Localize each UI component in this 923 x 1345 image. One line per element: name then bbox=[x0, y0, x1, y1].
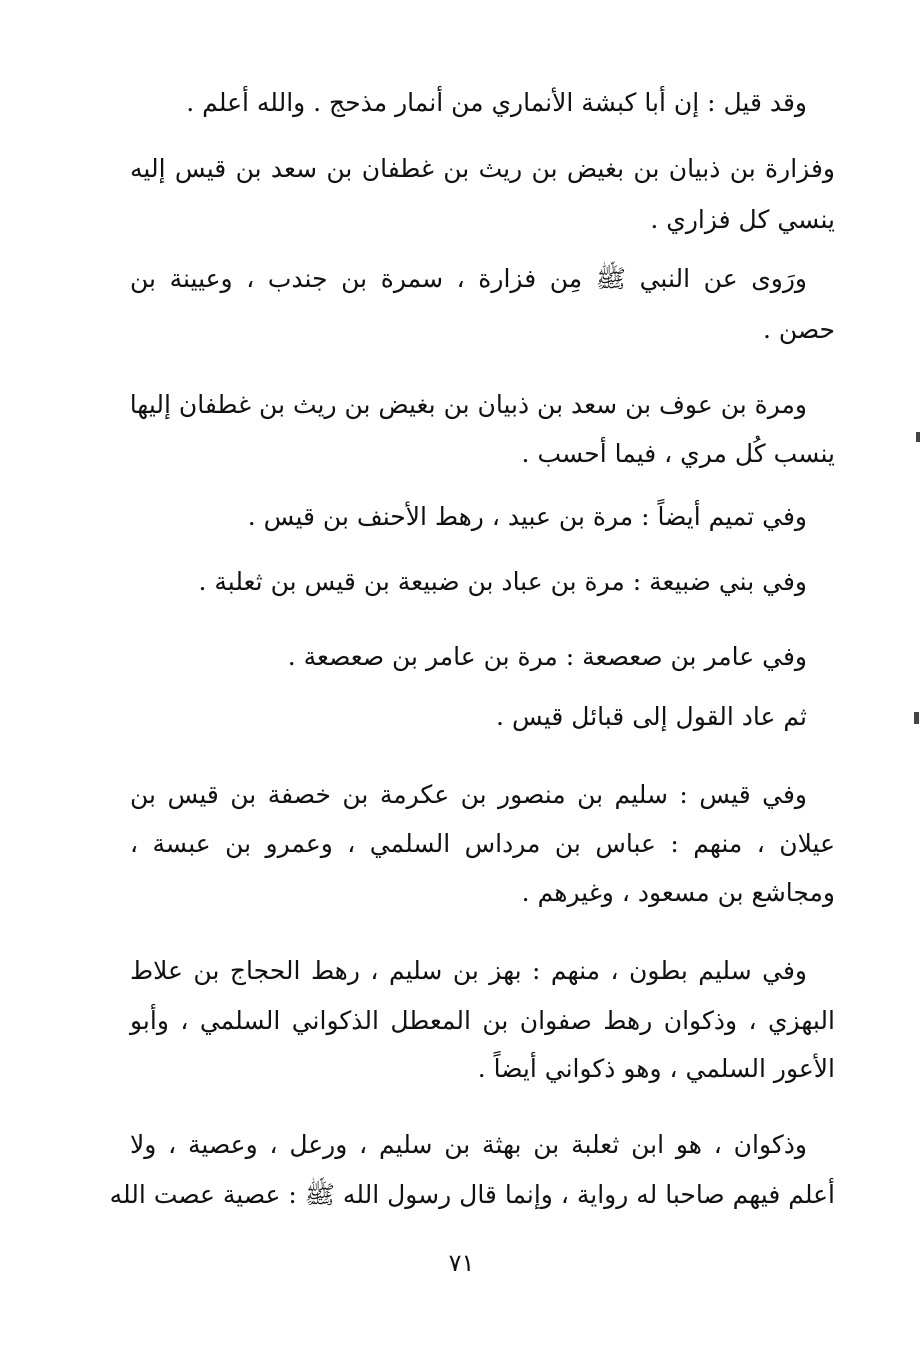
page-number: ٧١ bbox=[448, 1249, 475, 1277]
text-line-19: أعلم فيهم صاحبا له رواية ، وإنما قال رسول الله ﷺ : عصية عصت الله bbox=[109, 1180, 835, 1209]
text-line-8: وفي تميم أيضاً : مرة بن عبيد ، رهط الأحنف بن قيس . bbox=[247, 502, 807, 531]
text-line-16: البهزي ، وذكوان رهط صفوان بن المعطل الذكواني السلمي ، وأبو bbox=[130, 1006, 835, 1035]
text-line-17: الأعور السلمي ، وهو ذكواني أيضاً . bbox=[477, 1054, 835, 1083]
text-line-9: وفي بني ضبيعة : مرة بن عباد بن ضبيعة بن قيس بن ثعلبة . bbox=[198, 567, 807, 596]
text-line-11: ثم عاد القول إلى قبائل قيس . bbox=[496, 702, 807, 731]
text-line-14: ومجاشع بن مسعود ، وغيرهم . bbox=[521, 878, 835, 907]
text-line-15: وفي سليم بطون ، منهم : بهز بن سليم ، رهط الحجاج بن علاط bbox=[130, 956, 807, 985]
text-line-18: وذكوان ، هو ابن ثعلبة بن بهثة بن سليم ، ورعل ، وعصية ، ولا bbox=[130, 1130, 807, 1159]
text-line-10: وفي عامر بن صعصعة : مرة بن عامر بن صعصعة . bbox=[287, 642, 807, 671]
text-line-7: ينسب كُل مري ، فيما أحسب . bbox=[521, 439, 835, 468]
text-line-3: ينسي كل فزاري . bbox=[650, 205, 835, 234]
text-line-12: وفي قيس : سليم بن منصور بن عكرمة بن خصفة بن قيس بن bbox=[130, 780, 807, 809]
text-line-6: ومرة بن عوف بن سعد بن ذبيان بن بغيض بن ريث بن غطفان إليها bbox=[129, 390, 807, 419]
margin-mark bbox=[916, 432, 920, 442]
text-line-13: عيلان ، منهم : عباس بن مرداس السلمي ، وعمرو بن عبسة ، bbox=[130, 829, 835, 858]
text-line-5: حصن . bbox=[762, 315, 835, 344]
text-line-4: ورَوى عن النبي ﷺ مِن فزارة ، سمرة بن جندب ، وعيينة بن bbox=[130, 264, 807, 293]
margin-mark bbox=[914, 712, 919, 724]
text-line-1: وقد قيل : إن أبا كبشة الأنماري من أنمار مذحج . والله أعلم . bbox=[186, 88, 807, 117]
text-line-2: وفزارة بن ذبيان بن بغيض بن ريث بن غطفان بن سعد بن قيس إليه bbox=[130, 154, 835, 183]
